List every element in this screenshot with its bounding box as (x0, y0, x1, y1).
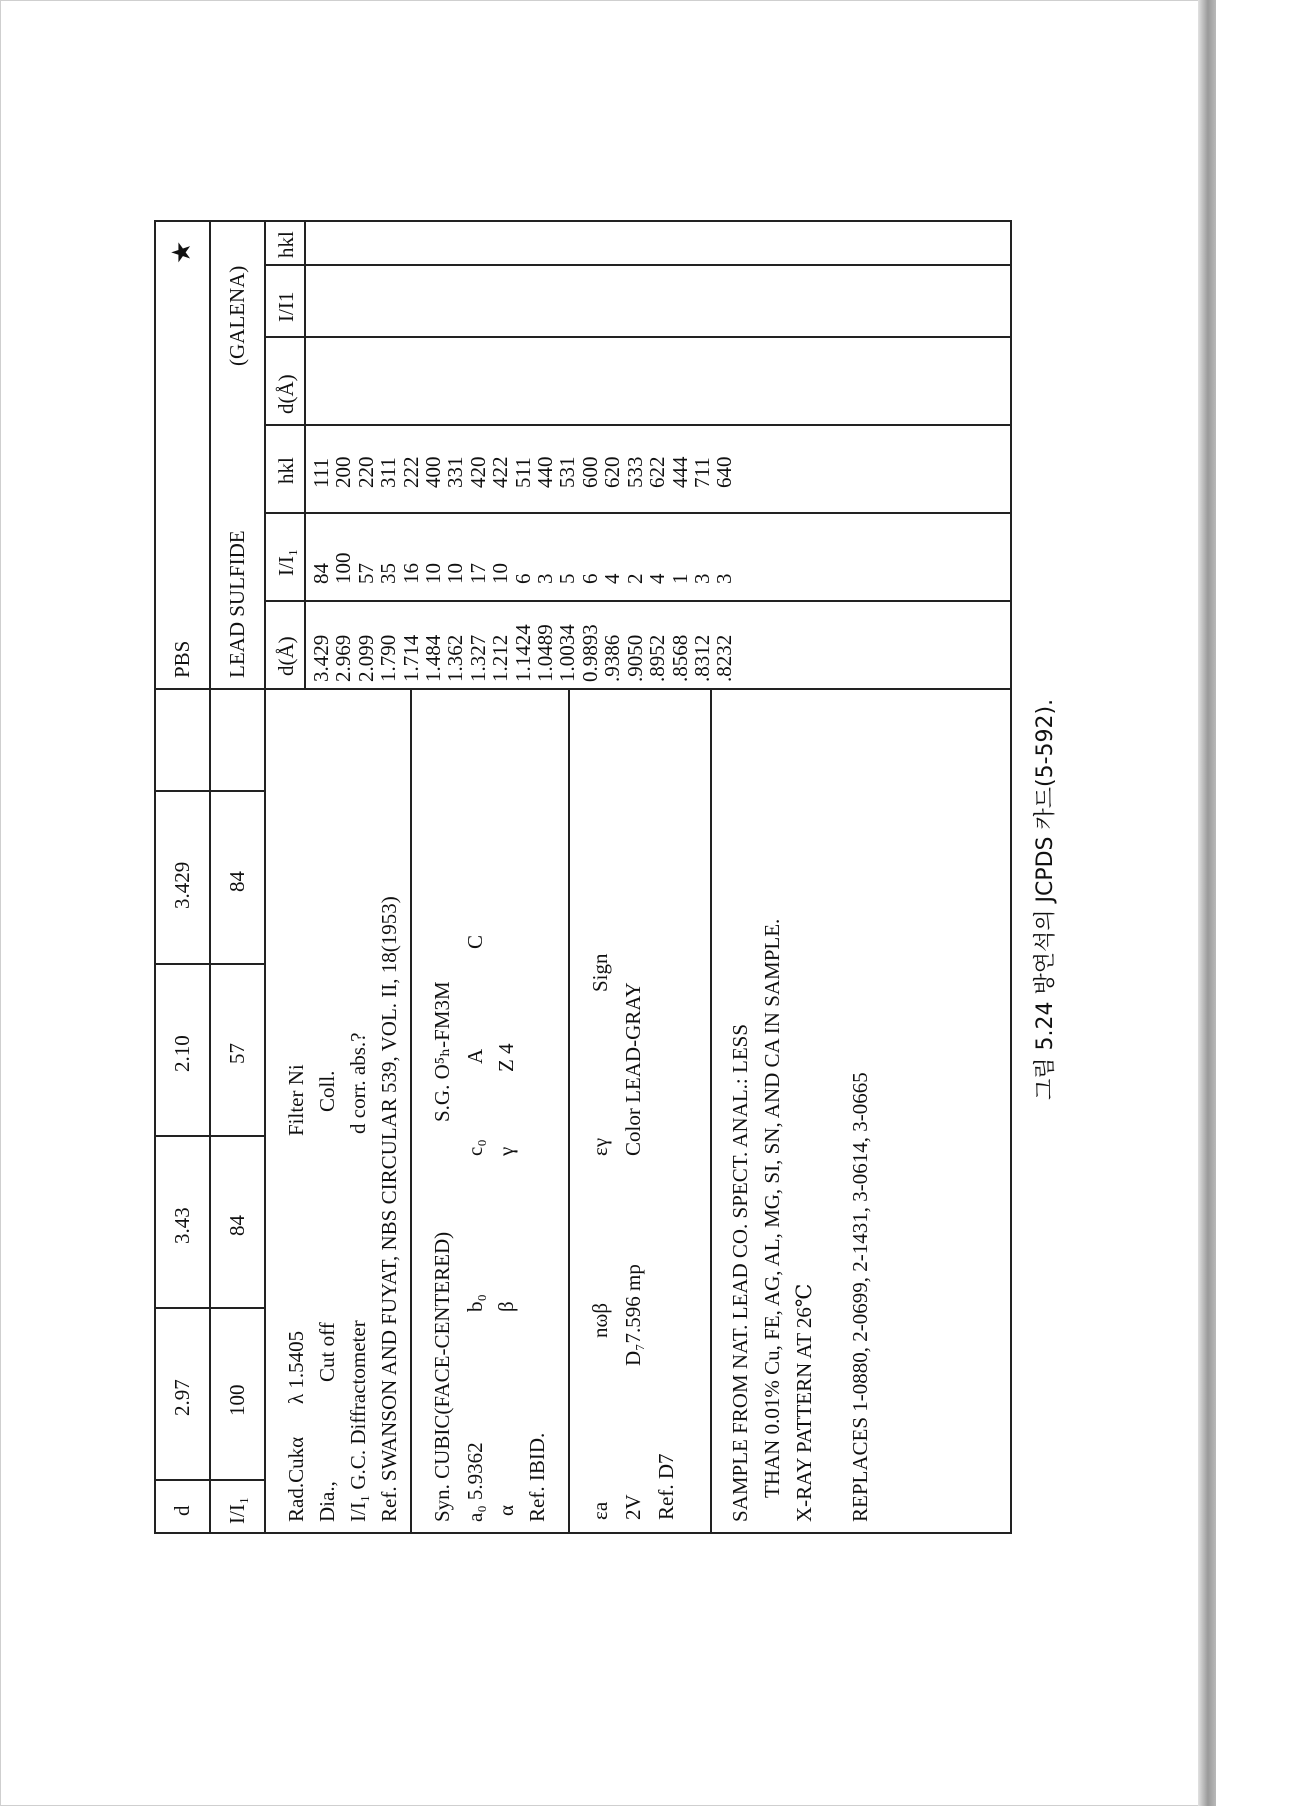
intensity-value: 6 (510, 573, 535, 584)
formula: PBS (170, 640, 194, 678)
strong-line-d-2: 3.43 (170, 1207, 194, 1244)
intensity-value: 3 (689, 573, 714, 584)
d-spacing-value: 0.9893 (577, 624, 602, 682)
d-spacing-value: 2.969 (331, 634, 356, 682)
wavelength: λ 1.5405 (284, 1330, 308, 1404)
strong-line-d-4: 3.429 (170, 861, 194, 909)
d-spacing-column (310, 624, 736, 682)
hkl-value: 440 (533, 456, 558, 488)
figure-caption: 그림 5.24 방연석의 JCPDS 카드(5-592). (1033, 698, 1058, 1100)
hkl-value: 420 (465, 456, 490, 488)
compound-name: LEAD SULFIDE (225, 530, 249, 678)
comment-line-2: THAN 0.01% Cu, FE, AG, AL, MG, SI, SN, AND CA IN SAMPLE. (760, 918, 784, 1498)
space-group: S.G. O⁵ₕ-FM3M (430, 981, 454, 1122)
page-edge (1198, 0, 1216, 1806)
intensity-column (310, 553, 736, 585)
hkl-value: 400 (421, 456, 446, 488)
strong-line-i-4: 84 (225, 871, 249, 892)
hkl-value: 622 (645, 456, 670, 488)
d-spacing-value: 1.327 (465, 634, 490, 682)
b0-label: b₀ (463, 1294, 487, 1312)
intensity-value: 10 (443, 563, 468, 584)
strong-line-i-2: 84 (225, 1215, 249, 1236)
intensity-value: 2 (622, 573, 647, 584)
hkl-value: 422 (488, 456, 513, 488)
intensity-value: 16 (398, 563, 423, 584)
rad-label: Rad.Cukα (284, 1436, 308, 1522)
intensity-value: 4 (645, 573, 670, 584)
d-spacing-value: 1.484 (421, 634, 446, 682)
optical-reference: Ref. D7 (654, 1453, 678, 1520)
d-spacing-value: .9050 (622, 634, 647, 682)
filter: Filter Ni (284, 1064, 308, 1136)
intensity-value: 3 (533, 573, 558, 584)
d-spacing-value: 1.0034 (555, 624, 580, 682)
strong-line-d-3: 2.10 (170, 1035, 194, 1072)
sign-label: Sign (588, 953, 612, 992)
refractive-index-label: nωβ (588, 1302, 612, 1338)
col-header-i-2: I/I1 (274, 291, 298, 322)
color: Color LEAD-GRAY (621, 982, 645, 1156)
dcorr-label: d corr. abs.? (346, 1032, 370, 1134)
crystal-reference: Ref. IBID. (525, 1432, 549, 1522)
col-header-d-2: d(Å) (274, 374, 298, 414)
d-spacing-value: 1.362 (443, 634, 468, 682)
axial-ratio-a: A (463, 1048, 487, 1064)
d-spacing-value: .8952 (645, 634, 670, 682)
card-content (154, 222, 1010, 1534)
coll-label: Coll. (315, 1070, 339, 1112)
gamma-label: γ (494, 1146, 518, 1156)
d-spacing-value: .8232 (712, 634, 737, 682)
hkl-value: 600 (577, 456, 602, 488)
d-spacing-value: .8312 (689, 634, 714, 682)
intensity-value: 10 (421, 563, 446, 584)
intensity-value: 3 (712, 573, 737, 584)
quality-star-icon: ★ (167, 240, 196, 264)
intensity-value: 5 (555, 573, 580, 584)
dia-label: Dia., (315, 1481, 339, 1522)
d-spacing-value: .8568 (667, 634, 692, 682)
d-spacing-value: 3.429 (309, 634, 333, 682)
hkl-value: 531 (555, 456, 580, 488)
jcpds-card (154, 222, 1010, 1534)
col-header-hkl-1: hkl (274, 457, 298, 484)
header-i-label: I/I₁ (225, 1496, 249, 1524)
hkl-value: 111 (309, 458, 333, 488)
comment-line-3: X-RAY PATTERN AT 26℃ (792, 1283, 816, 1522)
d-spacing-value: 1.714 (398, 634, 423, 682)
col-header-hkl-2: hkl (274, 231, 298, 258)
strong-line-i-3: 57 (225, 1043, 249, 1064)
header-d-label: d (170, 1505, 194, 1516)
epsilon-alpha-label: εa (588, 1501, 612, 1520)
hkl-value: 444 (667, 456, 692, 488)
hkl-value: 533 (622, 456, 647, 488)
d-spacing-value: .9386 (600, 634, 625, 682)
axial-ratio-c: C (463, 934, 487, 949)
hkl-value: 222 (398, 456, 423, 488)
crystal-system: Syn. CUBIC(FACE-CENTERED) (430, 1231, 454, 1522)
intensity-value: 100 (331, 552, 356, 584)
mineral-name: (GALENA) (225, 265, 249, 366)
a0-value: a₀ 5.9362 (463, 1442, 487, 1522)
hkl-value: 331 (443, 456, 468, 488)
hkl-value: 511 (510, 457, 535, 488)
intensity-value: 17 (465, 563, 490, 584)
intensity-method: I/I₁ G.C. Diffractometer (346, 1320, 370, 1522)
d-spacing-value: 2.099 (353, 634, 378, 682)
col-header-i-1: I/I₁ (274, 548, 298, 576)
strong-line-i-1: 100 (225, 1384, 249, 1416)
intensity-value: 57 (353, 563, 378, 584)
two-v-label: 2V (621, 1494, 645, 1520)
beta-label: β (494, 1301, 518, 1312)
hkl-value: 711 (689, 457, 714, 488)
col-header-d-1: d(Å) (274, 636, 298, 676)
epsilon-gamma-label: εγ (588, 1137, 612, 1156)
strong-line-d-1: 2.97 (170, 1379, 194, 1416)
hkl-value: 620 (600, 456, 625, 488)
intensity-value: 6 (577, 573, 602, 584)
intensity-value: 4 (600, 573, 625, 584)
intensity-value: 10 (488, 563, 513, 584)
d-spacing-value: 1.0489 (533, 624, 558, 682)
figure-caption-wrap (1028, 600, 1068, 1100)
hkl-value: 200 (331, 456, 356, 488)
c0-label: c₀ (463, 1139, 487, 1156)
hkl-column (310, 457, 736, 489)
replaces-line: REPLACES 1-0880, 2-0699, 2-1431, 3-0614, 3-0665 (848, 1072, 872, 1522)
d-spacing-value: 1.212 (488, 634, 513, 682)
z-value: Z 4 (494, 1043, 518, 1072)
radiation-reference: Ref. SWANSON AND FUYAT, NBS CIRCULAR 539, VOL. II, 18(1953) (377, 896, 401, 1522)
density: D₇7.596 mp (621, 1264, 645, 1366)
intensity-value: 84 (309, 563, 333, 584)
cutoff-label: Cut off (315, 1322, 339, 1382)
comment-line-1: SAMPLE FROM NAT. LEAD CO. SPECT. ANAL.: LESS (728, 1023, 752, 1522)
hkl-value: 220 (353, 456, 378, 488)
alpha-label: α (494, 1504, 518, 1516)
d-spacing-value: 1.790 (376, 634, 401, 682)
intensity-value: 35 (376, 563, 401, 584)
d-spacing-value: 1.1424 (510, 624, 535, 682)
hkl-value: 640 (712, 456, 737, 488)
intensity-value: 1 (667, 573, 692, 584)
hkl-value: 311 (376, 457, 401, 488)
